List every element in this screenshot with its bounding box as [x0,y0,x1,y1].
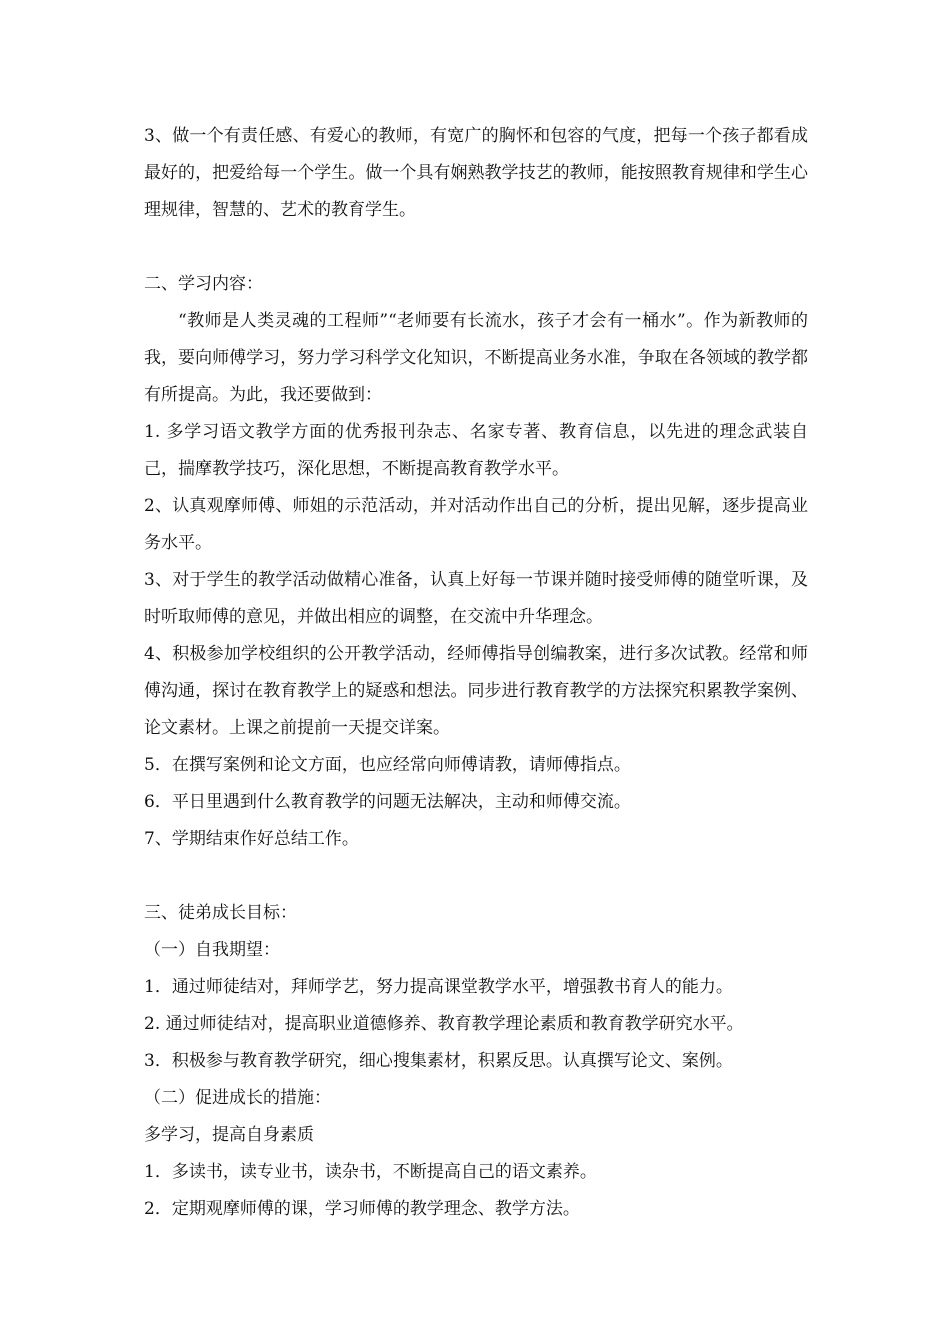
expectation-item-2: 2. 通过师徒结对，提高职业道德修养、教育教学理论素质和教育教学研究水平。 [144,1014,744,1034]
document-page [144,118,808,1228]
content-item-2: 2、认真观摩师傅、师姐的示范活动，并对活动作出自己的分析，提出见解，逐步提高业务水平。 [144,496,808,553]
measure-item-1: 1．多读书，读专业书，读杂书，不断提高自己的语文素养。 [144,1162,597,1182]
blank-line [144,229,808,266]
expectation-item-1: 1．通过师徒结对，拜师学艺，努力提高课堂教学水平，增强教书育人的能力。 [144,977,733,997]
section-heading-growth-goals: 三、徒弟成长目标： [144,903,297,923]
measure-item-2: 2．定期观摩师傅的课，学习师傅的教学理念、教学方法。 [144,1199,580,1219]
measures-lead: 多学习，提高自身素质 [144,1125,314,1145]
intro-paragraph: “教师是人类灵魂的工程师”“老师要有长流水，孩子才会有一桶水”。作为新教师的我，要向师傅学习，努力学习科学文化知识，不断提高业务水准，争取在各领域的教学都有所提高。为此，我还要做到： [144,311,808,405]
blank-line [144,858,808,895]
content-item-7: 7、学期结束作好总结工作。 [144,829,359,849]
content-item-4: 4、积极参加学校组织的公开教学活动，经师傅指导创编教案，进行多次试教。经常和师傅沟通，探讨在教育教学上的疑惑和想法。同步进行教育教学的方法探究积累教学案例、论文素材。上课之前提前一天提交详案。 [144,644,808,738]
content-item-6: 6．平日里遇到什么教育教学的问题无法解决，主动和师傅交流。 [144,792,631,812]
content-item-5: 5．在撰写案例和论文方面，也应经常向师傅请教，请师傅指点。 [144,755,631,775]
subheading-self-expectation: （一）自我期望： [144,940,280,960]
section-heading-learning-content: 二、学习内容： [144,274,263,294]
expectation-item-3: 3．积极参与教育教学研究，细心搜集素材，积累反思。认真撰写论文、案例。 [144,1051,733,1071]
goal-item-3: 3、做一个有责任感、有爱心的教师，有宽广的胸怀和包容的气度，把每一个孩子都看成最好的，把爱给每一个学生。做一个具有娴熟教学技艺的教师，能按照教育规律和学生心理规律，智慧的、艺术的教育学生。 [144,126,808,220]
subheading-growth-measures: （二）促进成长的措施： [144,1088,331,1108]
content-item-1: 1. 多学习语文教学方面的优秀报刊杂志、名家专著、教育信息，以先进的理念武装自己，揣摩教学技巧，深化思想，不断提高教育教学水平。 [144,422,808,479]
content-item-3: 3、对于学生的教学活动做精心准备，认真上好每一节课并随时接受师傅的随堂听课，及时听取师傅的意见，并做出相应的调整，在交流中升华理念。 [144,570,808,627]
